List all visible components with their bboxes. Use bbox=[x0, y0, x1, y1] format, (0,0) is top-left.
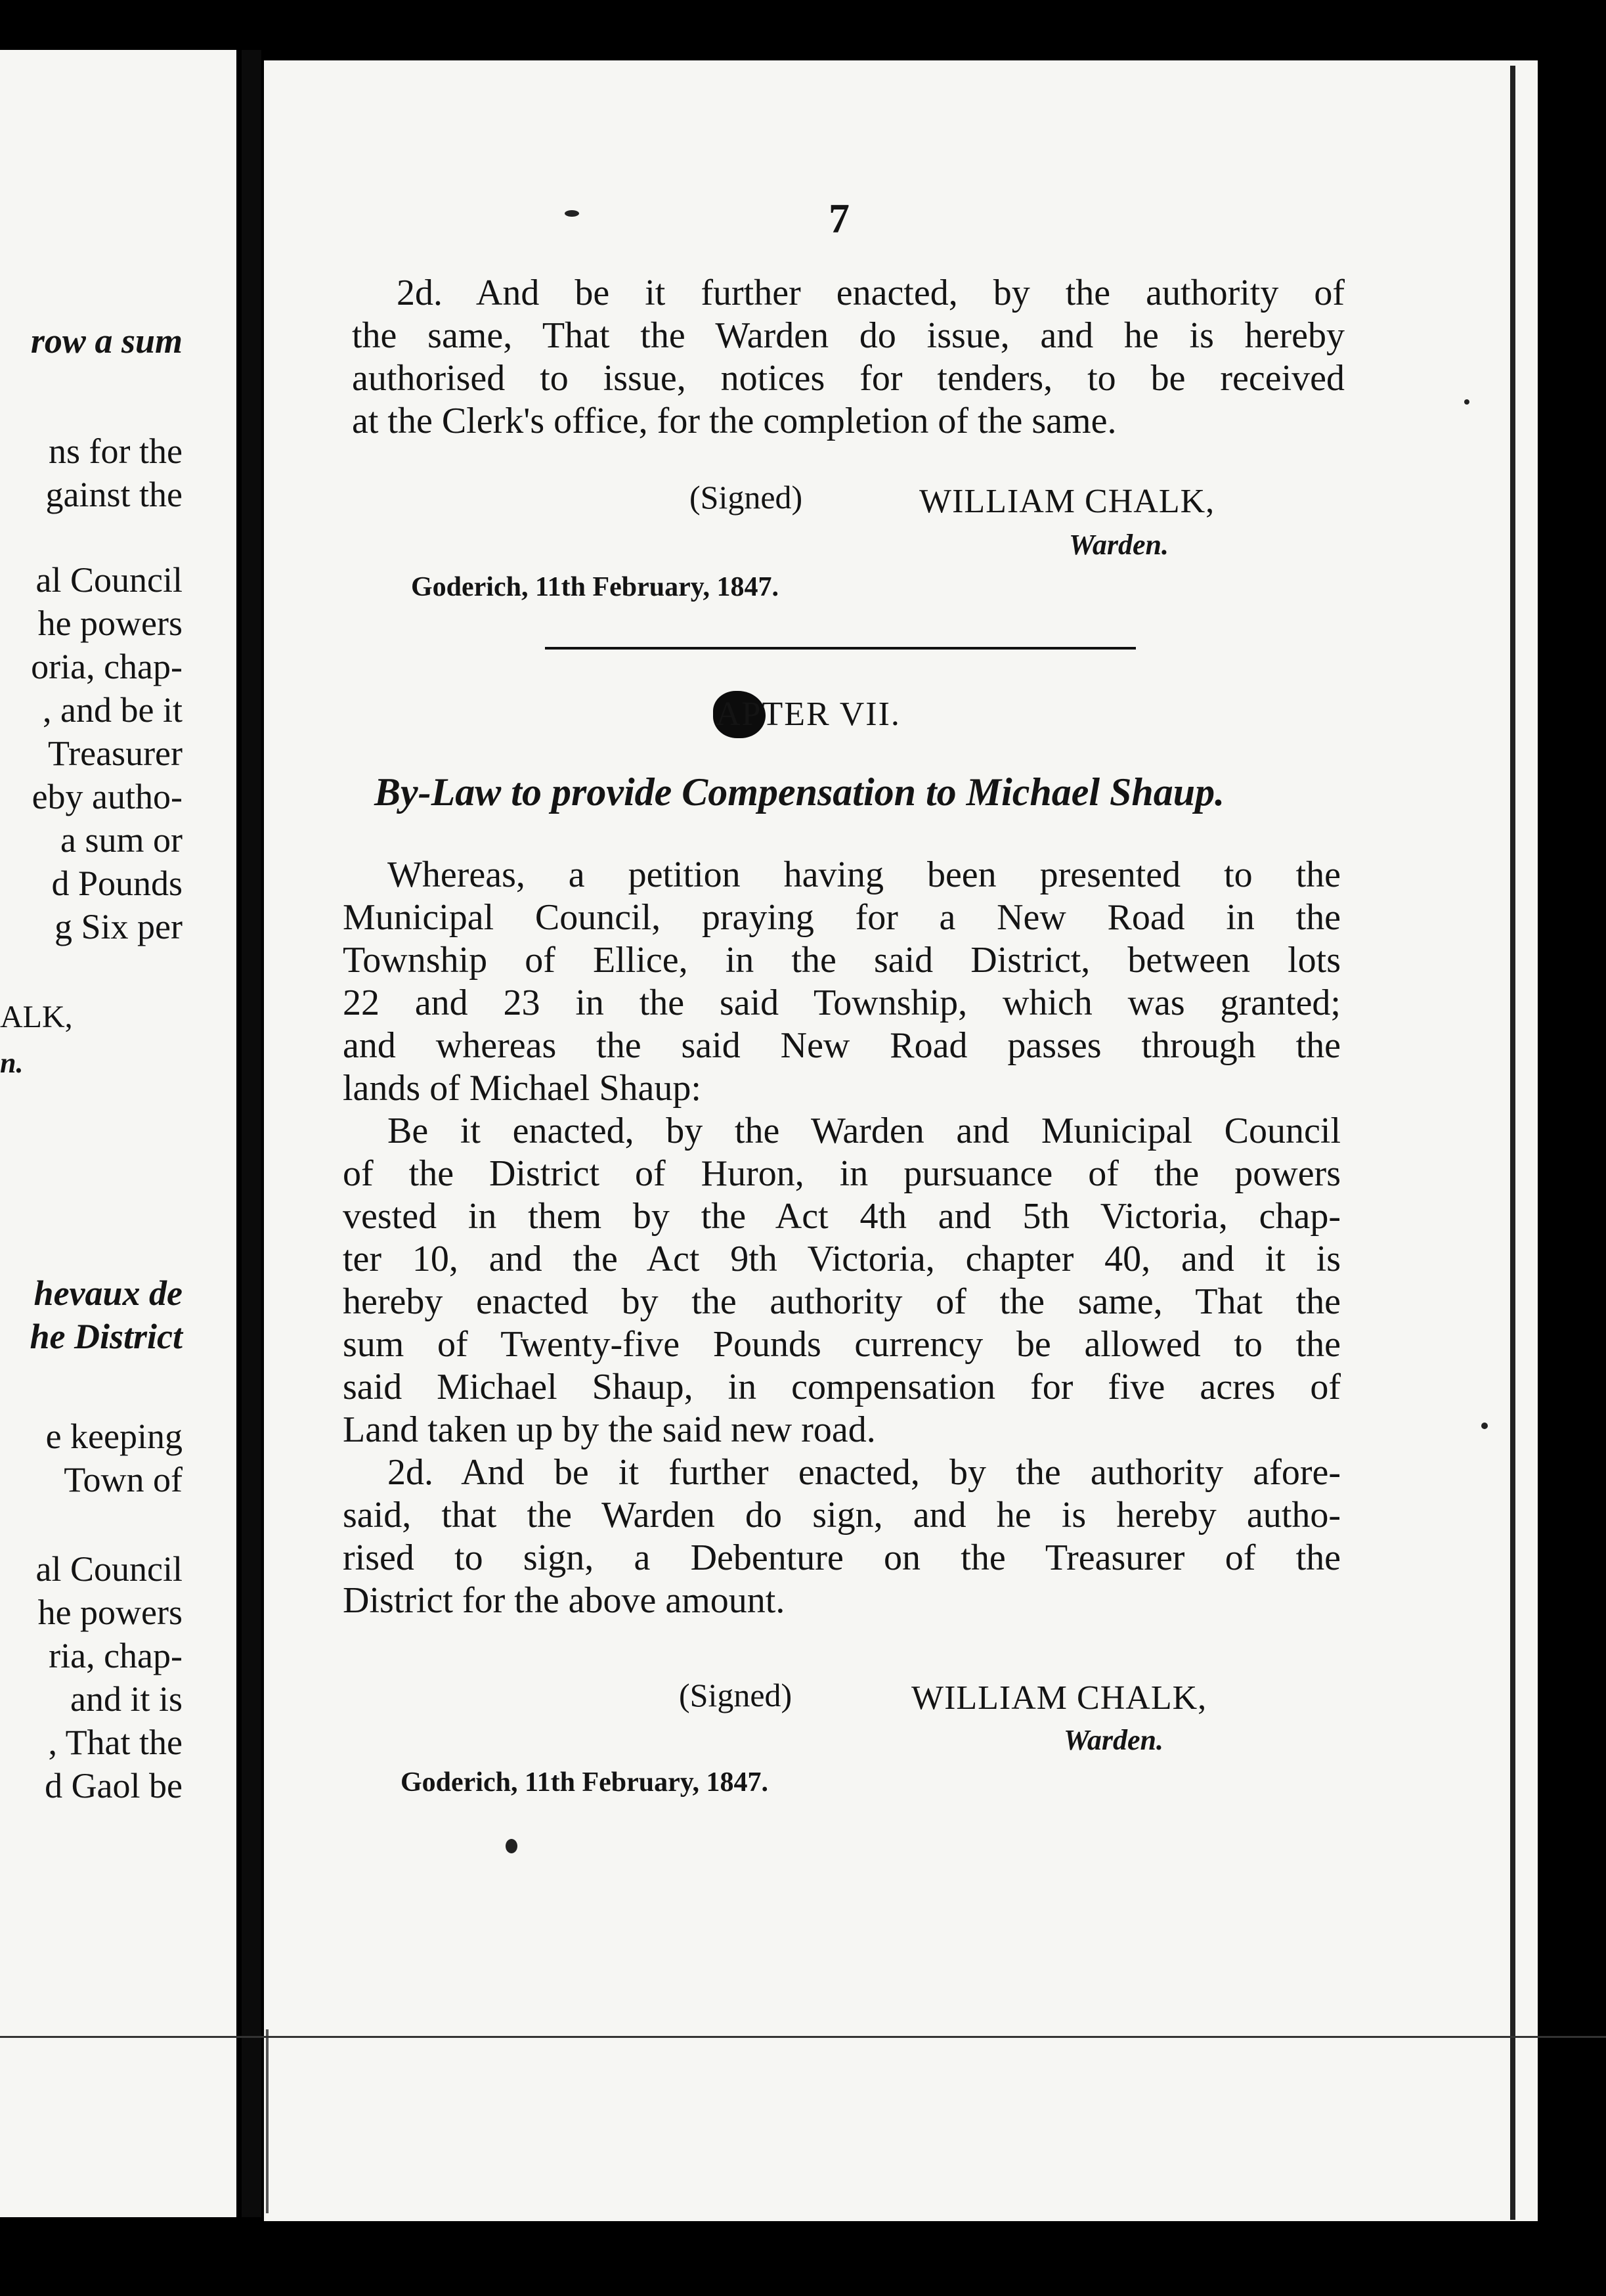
text-line: lands of Michael Shaup: bbox=[343, 1068, 701, 1109]
left-page-fragment: , and be it bbox=[43, 690, 183, 730]
chapter-paragraph-debenture bbox=[343, 1451, 1341, 1622]
text-line: and whereas the said New Road passes through the bbox=[343, 1025, 1341, 1066]
text-line: ter 10, and the Act 9th Victoria, chapter 40, and it is bbox=[343, 1239, 1341, 1279]
left-page-fragment: ns for the bbox=[49, 431, 183, 471]
ink-speck bbox=[1481, 1423, 1488, 1429]
text-line: of the District of Huron, in pursuance of the powers bbox=[343, 1153, 1341, 1194]
dateline: Goderich, 11th February, 1847. bbox=[411, 572, 779, 602]
dateline: Goderich, 11th February, 1847. bbox=[401, 1767, 768, 1798]
signed-label: (Signed) bbox=[679, 1677, 792, 1713]
signed-label: (Signed) bbox=[689, 479, 803, 516]
left-page-fragment: he powers bbox=[37, 1593, 183, 1632]
signer-name: WILLIAM CHALK, bbox=[919, 483, 1215, 520]
bylaw-title: By-Law to provide Compensation to Michael Shaup. bbox=[374, 770, 1225, 814]
text-line: Municipal Council, praying for a New Road in the bbox=[343, 897, 1341, 938]
text-line: rised to sign, a Debenture on the Treasurer of the bbox=[343, 1537, 1341, 1578]
left-page-fragment: he powers bbox=[37, 604, 183, 643]
left-page-fragment: n. bbox=[0, 1047, 24, 1079]
section-1-paragraph bbox=[352, 272, 1345, 443]
text-line: Be it enacted, by the Warden and Municipal Council bbox=[387, 1111, 1341, 1151]
left-page-fragment: hevaux de bbox=[33, 1273, 183, 1313]
ink-speck bbox=[565, 210, 579, 217]
left-page-fragment: g Six per bbox=[54, 907, 183, 946]
left-page-fragment: row a sum bbox=[30, 321, 183, 361]
left-page bbox=[0, 50, 236, 2217]
signer-role: Warden. bbox=[1069, 529, 1169, 561]
text-line: vested in them by the Act 4th and 5th Victoria, chap- bbox=[343, 1196, 1341, 1237]
text-line: 2d. And be it further enacted, by the authority of bbox=[397, 273, 1345, 313]
text-line: 22 and 23 in the said Township, which was granted; bbox=[343, 982, 1341, 1023]
chapter-paragraph-enactment bbox=[343, 1110, 1341, 1451]
left-page-fragment: gainst the bbox=[45, 475, 183, 514]
text-line: said Michael Shaup, in compensation for five acres of bbox=[343, 1367, 1341, 1407]
text-line: authorised to issue, notices for tenders, to be received bbox=[352, 358, 1345, 399]
page-number: 7 bbox=[829, 195, 850, 242]
left-page-fragment: a sum or bbox=[60, 820, 183, 860]
left-page-fragment: ALK, bbox=[0, 1000, 73, 1034]
text-line: Land taken up by the said new road. bbox=[343, 1409, 876, 1450]
text-line: said, that the Warden do sign, and he is hereby autho- bbox=[343, 1495, 1341, 1535]
text-line: hereby enacted by the authority of the same, That the bbox=[343, 1281, 1341, 1322]
chapter-paragraph-preamble bbox=[343, 854, 1341, 1110]
ink-speck bbox=[1464, 399, 1469, 405]
left-page-fragment: he District bbox=[30, 1317, 183, 1356]
book-gutter bbox=[242, 50, 261, 2217]
text-line: 2d. And be it further enacted, by the authority afore- bbox=[387, 1452, 1341, 1493]
left-page-fragment: ria, chap- bbox=[49, 1636, 183, 1675]
left-page-fragment: eby autho- bbox=[32, 777, 183, 816]
left-page-fragment: oria, chap- bbox=[31, 647, 183, 686]
left-page-fragment: al Council bbox=[35, 1549, 183, 1589]
text-line: the same, That the Warden do issue, and he is hereby bbox=[352, 315, 1345, 356]
page-edge-shadow bbox=[1510, 66, 1515, 2220]
gutter-line bbox=[266, 2029, 269, 2213]
text-line: District for the above amount. bbox=[343, 1580, 785, 1621]
text-line: Whereas, a petition having been presented to the bbox=[387, 854, 1341, 895]
left-page-fragment: d Gaol be bbox=[45, 1766, 183, 1805]
signer-role: Warden. bbox=[1064, 1724, 1163, 1756]
text-line: at the Clerk's office, for the completion of the same. bbox=[352, 401, 1117, 441]
left-page-fragment: , That the bbox=[48, 1723, 183, 1762]
signer-name: WILLIAM CHALK, bbox=[911, 1679, 1207, 1717]
section-divider bbox=[545, 647, 1136, 650]
text-line: Township of Ellice, in the said District, between lots bbox=[343, 940, 1341, 981]
left-page-fragment: e keeping bbox=[45, 1417, 183, 1456]
scan-border-line bbox=[0, 2036, 1606, 2038]
left-page-fragment: and it is bbox=[70, 1679, 183, 1719]
left-page-fragment: Town of bbox=[64, 1460, 183, 1499]
text-line: sum of Twenty-five Pounds currency be allowed to the bbox=[343, 1324, 1341, 1365]
ink-speck bbox=[506, 1839, 517, 1853]
chapter-heading: APTER VII. bbox=[716, 695, 901, 733]
left-page-fragment: al Council bbox=[35, 560, 183, 600]
left-page-fragment: d Pounds bbox=[51, 864, 183, 903]
left-page-fragment: Treasurer bbox=[48, 734, 183, 773]
